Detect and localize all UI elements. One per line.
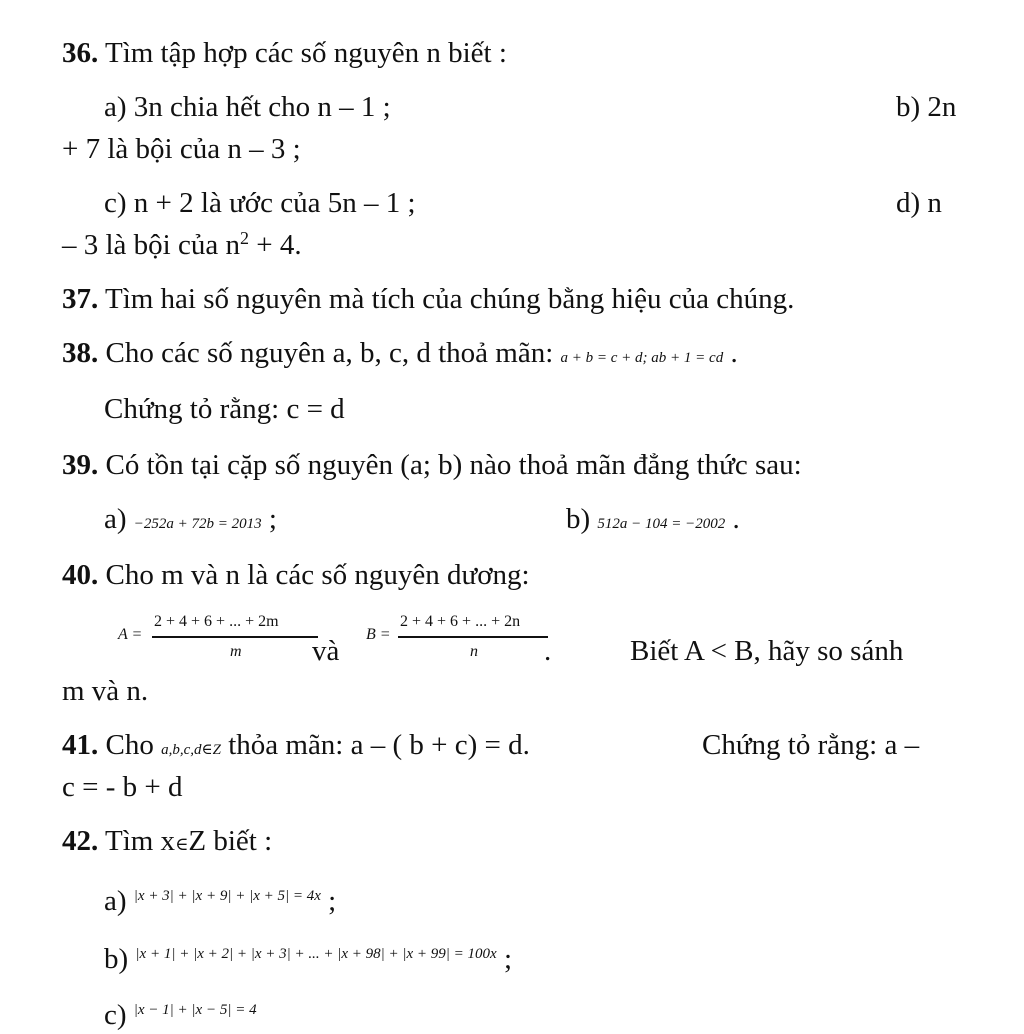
fraction-B <box>366 612 556 662</box>
part-label: a) <box>104 885 127 917</box>
fraction-numerator: 2 + 4 + 6 + ... + 2m <box>154 613 279 630</box>
formula: |x − 1| + |x − 5| = 4 <box>133 1002 257 1018</box>
fraction-lhs: A = <box>118 626 143 643</box>
element-of-symbol: ∈ <box>175 834 189 854</box>
conjunction: và <box>312 635 340 667</box>
problem-39-part-b <box>566 502 740 537</box>
text: . <box>723 337 738 369</box>
problem-number: 40. <box>62 559 99 591</box>
fraction-denominator: m <box>230 643 242 660</box>
fraction-denominator: n <box>470 643 478 660</box>
text: ; <box>320 885 337 917</box>
problem-text: Tìm hai số nguyên mà tích của chúng bằng hiệu của chúng. <box>98 283 795 315</box>
problem-42-part-c <box>104 998 257 1033</box>
problem-41-prove: Chứng tỏ rằng: a – <box>702 729 920 761</box>
part-label: b) <box>104 943 129 975</box>
problem-37 <box>62 282 794 317</box>
problem-42-heading <box>62 824 272 859</box>
problem-number: 39. <box>62 449 99 481</box>
problem-36-part-b-start: b) 2n <box>896 91 957 123</box>
text: . <box>725 503 740 535</box>
text: thỏa mãn: a – ( b + c) = d. <box>220 729 530 761</box>
problem-39-heading <box>62 448 802 483</box>
text: ; <box>496 943 513 975</box>
text: Z biết : <box>188 825 273 857</box>
part-label: a) <box>104 503 127 535</box>
problem-text: Có tồn tại cặp số nguyên (a; b) nào thoả mãn đẳng thức sau: <box>98 449 802 481</box>
problem-text: Tìm x <box>98 825 176 857</box>
problem-36-part-c: c) n + 2 là ước của 5n – 1 ; <box>104 187 416 219</box>
problem-40-cont: m và n. <box>62 675 149 707</box>
text: ; <box>261 503 277 535</box>
fraction-numerator: 2 + 4 + 6 + ... + 2n <box>400 613 521 630</box>
problem-36-part-d-start: d) n <box>896 187 942 219</box>
problem-40-heading <box>62 558 530 593</box>
formula: |x + 3| + |x + 9| + |x + 5| = 4x <box>133 888 321 904</box>
fraction-bar <box>152 636 318 638</box>
problem-number: 36. <box>62 37 99 69</box>
formula: |x + 1| + |x + 2| + |x + 3| + ... + |x + 98| + |x + 99| = 100x <box>135 946 497 962</box>
problem-number: 38. <box>62 337 99 369</box>
problem-36-part-b-cont: + 7 là bội của n – 3 ; <box>62 133 301 165</box>
formula: a,b,c,d∈Z <box>161 742 221 758</box>
problem-41-cont: c = - b + d <box>62 771 183 803</box>
problem-text: Cho các số nguyên a, b, c, d thoả mãn: <box>98 337 554 369</box>
problem-41-heading <box>62 728 530 763</box>
text: – 3 là bội của n <box>62 229 240 261</box>
exponent: 2 <box>239 228 249 248</box>
text: + 4. <box>248 229 302 261</box>
problem-38-conclusion: Chứng tỏ rằng: c = d <box>104 393 345 425</box>
problem-40-condition: Biết A < B, hãy so sánh <box>630 635 904 667</box>
formula: a + b = c + d; ab + 1 = cd <box>560 350 724 366</box>
problem-42-part-b <box>104 942 512 977</box>
fraction-bar <box>398 636 548 638</box>
problem-text: Tìm tập hợp các số nguyên n biết : <box>98 37 507 69</box>
problem-text: Cho m và n là các số nguyên dương: <box>98 559 530 591</box>
problem-36-part-a: a) 3n chia hết cho n – 1 ; <box>104 91 391 123</box>
problem-number: 42. <box>62 825 99 857</box>
problem-36-heading <box>62 36 507 71</box>
part-label: b) <box>566 503 591 535</box>
problem-42-part-a <box>104 884 336 919</box>
fraction-A <box>118 612 318 662</box>
period: . <box>544 635 552 667</box>
problem-36-part-d-cont <box>62 228 302 263</box>
fraction-lhs: B = <box>366 626 391 643</box>
problem-text: Cho <box>98 729 154 761</box>
problem-39-part-a <box>104 502 277 537</box>
problem-number: 37. <box>62 283 99 315</box>
problem-number: 41. <box>62 729 99 761</box>
problem-38-heading <box>62 336 738 371</box>
part-label: c) <box>104 999 127 1031</box>
formula: −252a + 72b = 2013 <box>133 516 262 532</box>
formula: 512a − 104 = −2002 <box>597 516 726 532</box>
